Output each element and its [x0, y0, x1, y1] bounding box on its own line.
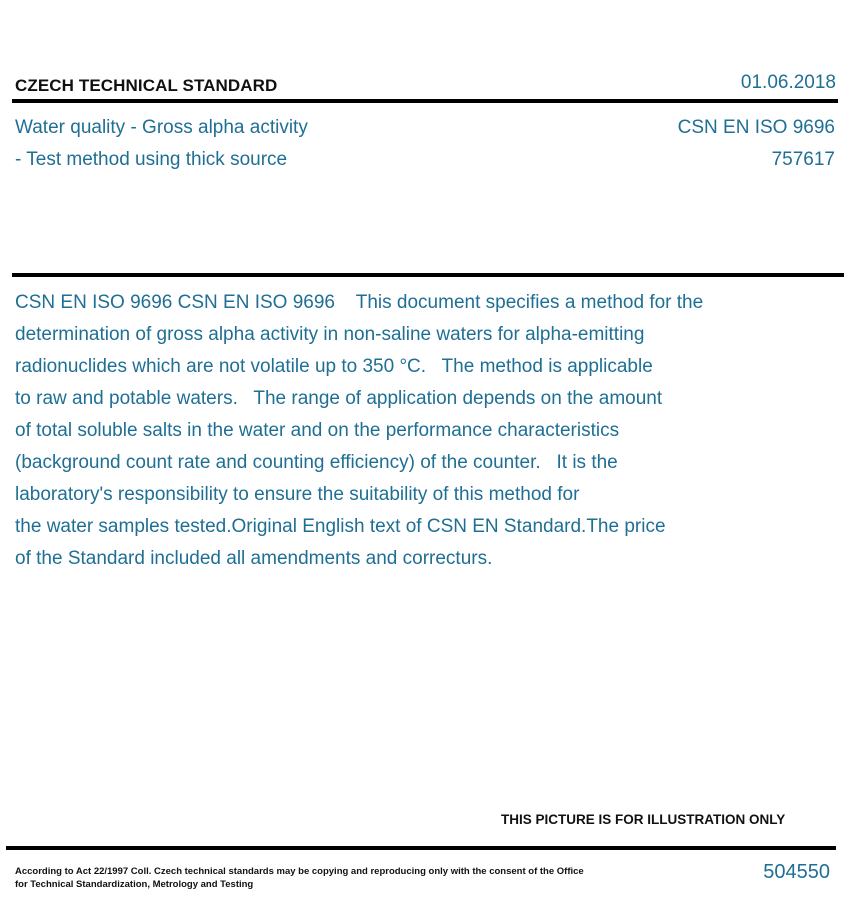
- footer-divider: [6, 846, 836, 850]
- document-id: 504550: [763, 861, 830, 883]
- abstract-line: CSN EN ISO 9696 CSN EN ISO 9696 This document specifies a method for the: [15, 292, 704, 313]
- abstract-line: (background count rate and counting efficiency) of the counter. It is the: [15, 452, 618, 473]
- abstract-text: [15, 287, 815, 575]
- abstract-line: the water samples tested.Original English text of CSN EN Standard.The price: [15, 516, 666, 537]
- abstract-line: radionuclides which are not volatile up to 350 °C. The method is applicable: [15, 356, 653, 377]
- title-divider: [12, 273, 844, 277]
- standard-code: 757617: [771, 149, 835, 170]
- standard-number: CSN EN ISO 9696: [677, 117, 835, 138]
- header-divider: [12, 99, 838, 103]
- abstract-line: of total soluble salts in the water and on the performance characteristics: [15, 420, 620, 441]
- publication-date: 01.06.2018: [740, 72, 836, 93]
- illustration-disclaimer: THIS PICTURE IS FOR ILLUSTRATION ONLY: [501, 812, 786, 827]
- abstract-line: laboratory's responsibility to ensure the suitability of this method for: [15, 484, 580, 505]
- legal-notice-line: According to Act 22/1997 Coll. Czech technical standards may be copying and reproducing only with the consent of the Office: [15, 866, 584, 877]
- abstract-line: to raw and potable waters. The range of application depends on the amount: [15, 388, 663, 409]
- legal-notice-line: for Technical Standardization, Metrology and Testing: [15, 879, 254, 890]
- standard-title-line-2: - Test method using thick source: [15, 149, 288, 170]
- abstract-line: of the Standard included all amendments and correcturs.: [15, 548, 493, 569]
- legal-notice: [15, 865, 584, 891]
- document-header-title: CZECH TECHNICAL STANDARD: [15, 76, 278, 95]
- standard-title-line-1: Water quality - Gross alpha activity: [15, 117, 308, 138]
- abstract-line: determination of gross alpha activity in non-saline waters for alpha-emitting: [15, 324, 645, 345]
